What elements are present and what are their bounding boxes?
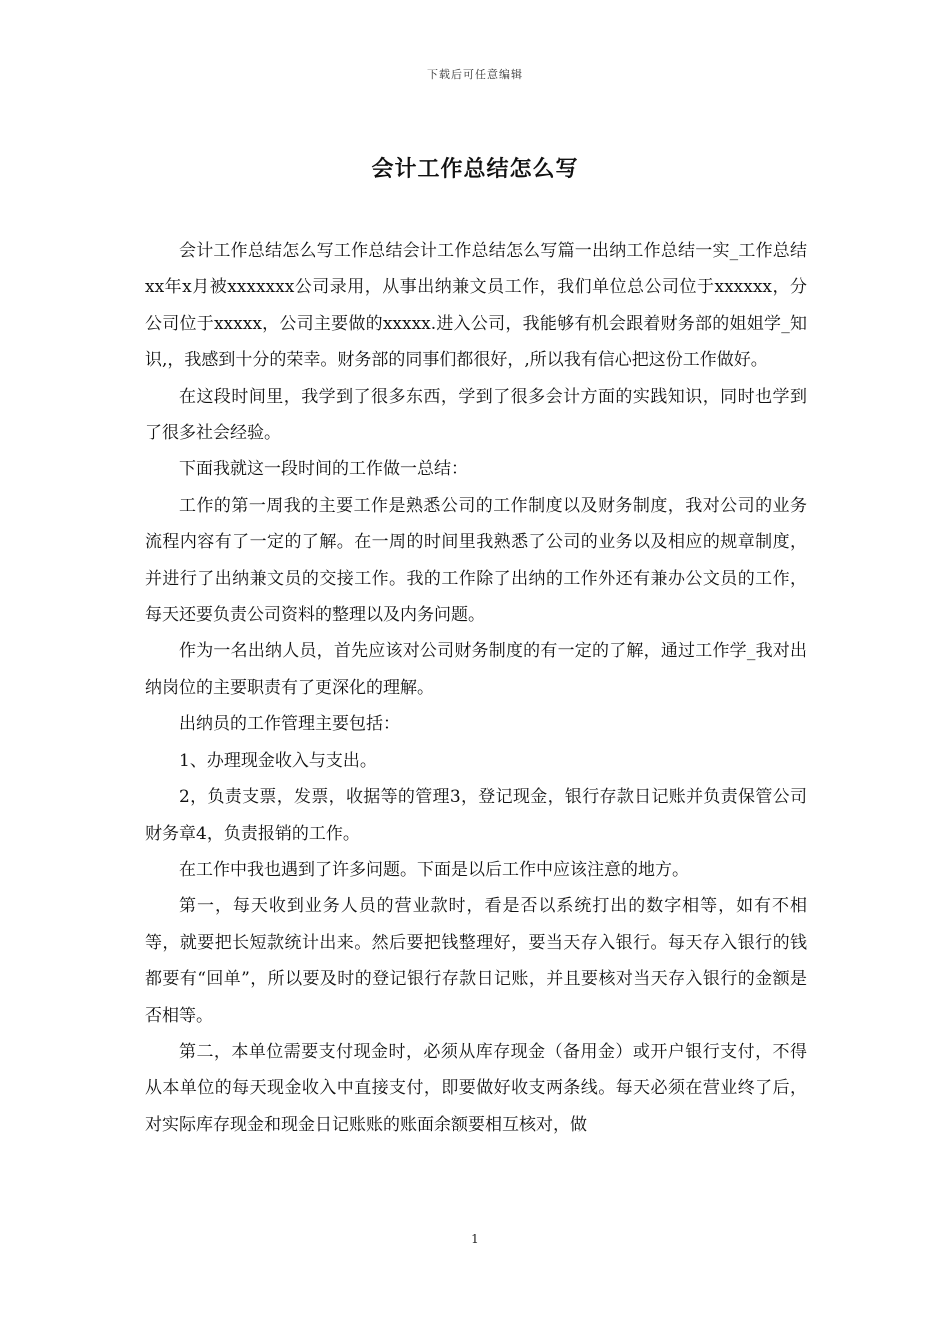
paragraph: 2，负责支票，发票，收据等的管理3，登记现金，银行存款日记账并负责保管公司财务章4，负责报销的工作。 [145,787,807,844]
paragraph: 下面我就这一段时间的工作做一总结： [179,459,468,480]
header-note: 下载后可任意编辑 [427,68,523,81]
paragraph: 第二，本单位需要支付现金时，必须从库存现金（备用金）或开户银行支付，不得从本单位的每天现金收入中直接支付，即要做好收支两条线。每天必须在营业终了后，对实际库存现金和现金日记账账的账面余额要相互核对，做 [145,1041,807,1135]
paragraph: 作为一名出纳人员，首先应该对公司财务制度的有一定的了解，通过工作学_我对出纳岗位的主要职责有了更深化的理解。 [145,641,807,698]
document-body [145,233,807,1143]
page-number: 1 [471,1232,479,1246]
paragraph: 在工作中我也遇到了许多问题。下面是以后工作中应该注意的地方。 [179,859,689,880]
paragraph: 第一，每天收到业务人员的营业款时，看是否以系统打出的数字相等，如有不相等，就要把长短款统计出来。然后要把钱整理好，要当天存入银行。每天存入银行的钱都要有“回单”，所以要及时的登记银行存款日记账，并且要核对当天存入银行的金额是否相等。 [145,896,807,1026]
paragraph: 工作的第一周我的主要工作是熟悉公司的工作制度以及财务制度，我对公司的业务流程内容有了一定的了解。在一周的时间里我熟悉了公司的业务以及相应的规章制度，并进行了出纳兼文员的交接工作。我的工作除了出纳的工作外还有兼办公文员的工作，每天还要负责公司资料的整理以及内务问题。 [145,495,807,626]
document-title: 会计工作总结怎么写 [371,157,579,182]
paragraph: 在这段时间里，我学到了很多东西，学到了很多会计方面的实践知识，同时也学到了很多社会经验。 [145,386,807,444]
paragraph: 出纳员的工作管理主要包括： [179,714,400,735]
paragraph: 1、办理现金收入与支出。 [179,750,377,771]
paragraph: 会计工作总结怎么写工作总结会计工作总结怎么写篇一出纳工作总结一实_工作总结xx年x月被xxxxxxx公司录用，从事出纳兼文员工作，我们单位总公司位于xxxxxx，分公司位于xxxxx，公司主要做的xxxxx.进入公司，我能够有机会跟着财务部的姐姐学_知识,，我感到十分的荣幸。财务部的同事们都很好，,所以我有信心把这份工作做好。 [145,241,807,371]
